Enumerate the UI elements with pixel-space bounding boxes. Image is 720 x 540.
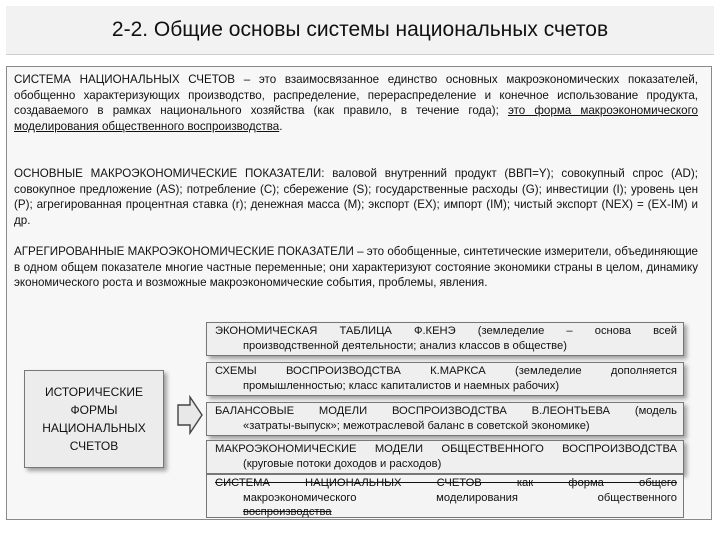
term-sns: СИСТЕМА НАЦИОНАЛЬНЫХ СЧЕТОВ (14, 73, 236, 86)
aggregated-indicators-text: – это обобщенные, синтетические измерители, объединяющие в одном общем показателе многие частные переменные; они характеризуют состояние экономики страны в целом, динамику экономического роста и возможные макроэкономические события, проблемы, явления. (14, 245, 698, 290)
paragraph-main-indicators (14, 166, 698, 228)
historical-form-leontief: БАЛАНСОВЫЕ МОДЕЛИ ВОСПРОИЗВОДСТВА В.ЛЕОНТЬЕВА (модель «затраты-выпуск»; межотраслевой баланс в советской экономике) (206, 402, 684, 436)
sns-definition-text: – это взаимосвязанное единство основных макроэкономических показателей, обобщенно характеризующих производство, распределение, перераспределение и конечное использование продукта, создаваемого в рамках национального хозяйства (как правило, в течение года); (14, 73, 698, 118)
historical-form-quesnay: ЭКОНОМИЧЕСКАЯ ТАБЛИЦА Ф.КЕНЭ (земледелие – основа всей производственной деятельности; анализ классов в обществе) (206, 322, 684, 356)
term-aggregated-indicators: АГРЕГИРОВАННЫЕ МАКРОЭКОНОМИЧЕСКИЕ ПОКАЗАТЕЛИ (14, 245, 354, 258)
historical-form-macro-models: МАКРОЭКОНОМИЧЕСКИЕ МОДЕЛИ ОБЩЕСТВЕННОГО ВОСПРОИЗВОДСТВА (круговые потоки доходов и расходов) (206, 440, 684, 474)
main-indicators-text: валовой внутренний продукт (ВВП=Y); совокупный спрос (AD); совокупное предложение (AS); потребление (C); сбережение (S); государственные расходы (G); инвестиции (I); уровень цен (P); агрегированная процентная ставка (r); денежная масса (M); экспорт (EX); импорт (IM); чистый экспорт (NEX) = (EX-IM) и др. (14, 167, 698, 227)
paragraph-sns-definition: СИСТЕМА НАЦИОНАЛЬНЫХ СЧЕТОВ – это взаимосвязанное единство основных макроэкономических показателей, обобщенно характеризующих производство, распределение, перераспределение и конечное использование продукта, создаваемого в рамках национального хозяйства (как правило, в течение года); это форма макроэкономического моделирования общественного воспроизводства. (14, 73, 698, 133)
slide-title-bar (6, 6, 714, 55)
sns-definition-underlined: это форма макроэкономического моделирования общественного воспроизводства (14, 104, 698, 133)
historical-forms-box (24, 370, 164, 468)
slide-title: 2-2. Общие основы системы национальных счетов (111, 18, 609, 41)
right-arrow-icon (176, 395, 204, 435)
historical-form-marx: СХЕМЫ ВОСПРОИЗВОДСТВА К.МАРКСА (земледелие дополняется промышленностью; класс капиталистов и наемных рабочих) (206, 362, 684, 396)
paragraph-aggregated-indicators (14, 244, 698, 291)
historical-forms-label: ИСТОРИЧЕСКИЕ ФОРМЫ НАЦИОНАЛЬНЫХ СЧЕТОВ (42, 385, 146, 453)
historical-form-sns: СИСТЕМА НАЦИОНАЛЬНЫХ СЧЕТОВ как форма общего макроэкономического моделирования общественного воспроизводства (206, 474, 684, 518)
term-main-indicators: ОСНОВНЫЕ МАКРОЭКОНОМИЧЕСКИЕ ПОКАЗАТЕЛИ: (14, 167, 325, 180)
